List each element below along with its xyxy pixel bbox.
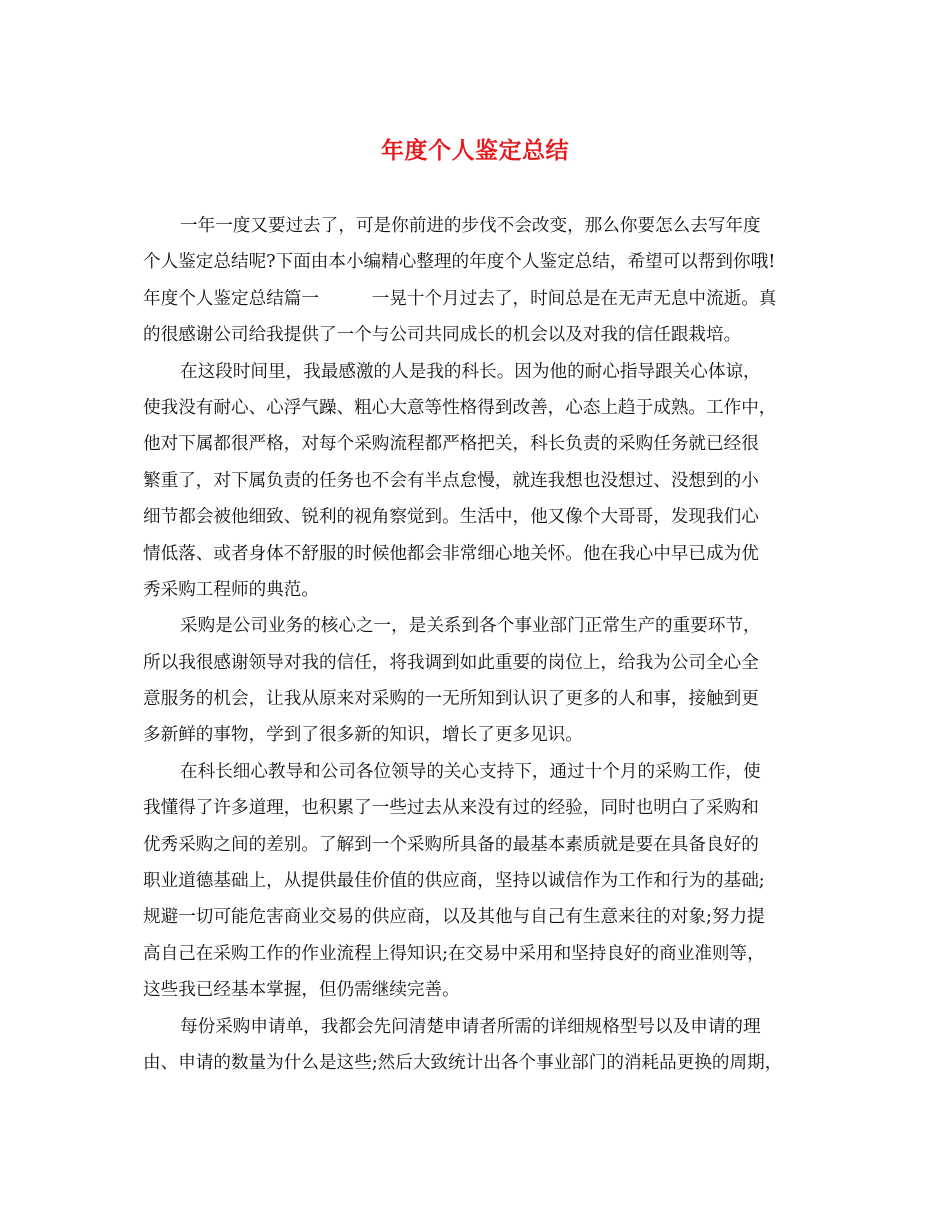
text-line: 的很感谢公司给我提供了一个与公司共同成长的机会以及对我的信任跟栽培。 <box>143 325 742 346</box>
text-line: 这些我已经基本掌握，但仍需继续完善。 <box>143 980 460 1001</box>
text-line: 我懂得了许多道理，也积累了一些过去从来没有过的经验，同时也明白了采购和 <box>143 798 759 819</box>
text-line: 使我没有耐心、心浮气躁、粗心大意等性格得到改善，心态上趋于成熟。工作中， <box>143 397 777 418</box>
text-line: 所以我很感谢领导对我的信任，将我调到如此重要的岗位上，给我为公司全心全 <box>143 652 759 673</box>
text-line: 高自己在采购工作的作业流程上得知识;在交易中采用和坚持良好的商业准则等， <box>143 943 765 964</box>
text-line: 每份采购申请单，我都会先问清楚申请者所需的详细规格型号以及申请的理 <box>180 1016 761 1037</box>
text-line: 采购是公司业务的核心之一，是关系到各个事业部门正常生产的重要环节， <box>180 616 761 637</box>
text-line: 情低落、或者身体不舒服的时候他都会非常细心地关怀。他在我心中早已成为优 <box>143 543 759 564</box>
text-line: 规避一切可能危害商业交易的供应商，以及其他与自己有生意来往的对象;努力提 <box>143 907 765 928</box>
text-line: 在科长细心教导和公司各位领导的关心支持下，通过十个月的采购工作，使 <box>180 761 761 782</box>
text-line: 细节都会被他细致、锐利的视角察觉到。生活中，他又像个大哥哥，发现我们心 <box>143 507 759 528</box>
text-line: 秀采购工程师的典范。 <box>143 579 319 600</box>
text-line: 在这段时间里，我最感激的人是我的科长。因为他的耐心指导跟关心体谅， <box>180 361 761 382</box>
text-line: 年度个人鉴定总结篇一 一晃十个月过去了，时间总是在无声无息中流逝。真 <box>143 288 777 309</box>
text-line: 一年一度又要过去了，可是你前进的步伐不会改变，那么你要怎么去写年度 <box>180 216 761 236</box>
document-body <box>143 208 823 1081</box>
text-line: 多新鲜的事物，学到了很多新的知识，增长了更多见识。 <box>143 725 583 746</box>
text-line: 个人鉴定总结呢?下面由本小编精心整理的年度个人鉴定总结，希望可以帮到你哦! <box>143 252 776 273</box>
document-title: 年度个人鉴定总结 <box>381 137 569 164</box>
text-line: 繁重了，对下属负责的任务也不会有半点怠慢，就连我想也没想过、没想到的小 <box>143 470 759 491</box>
text-line: 由、申请的数量为什么是这些;然后大致统计出各个事业部门的消耗品更换的周期， <box>143 1052 783 1073</box>
text-line: 职业道德基础上，从提供最佳价值的供应商，坚持以诚信作为工作和行为的基础; <box>143 871 765 892</box>
text-line: 意服务的机会，让我从原来对采购的一无所知到认识了更多的人和事，接触到更 <box>143 689 759 710</box>
text-line: 优秀采购之间的差别。了解到一个采购所具备的最基本素质就是要在具备良好的 <box>143 834 759 855</box>
text-line: 他对下属都很严格，对每个采购流程都严格把关，科长负责的采购任务就已经很 <box>143 434 759 455</box>
